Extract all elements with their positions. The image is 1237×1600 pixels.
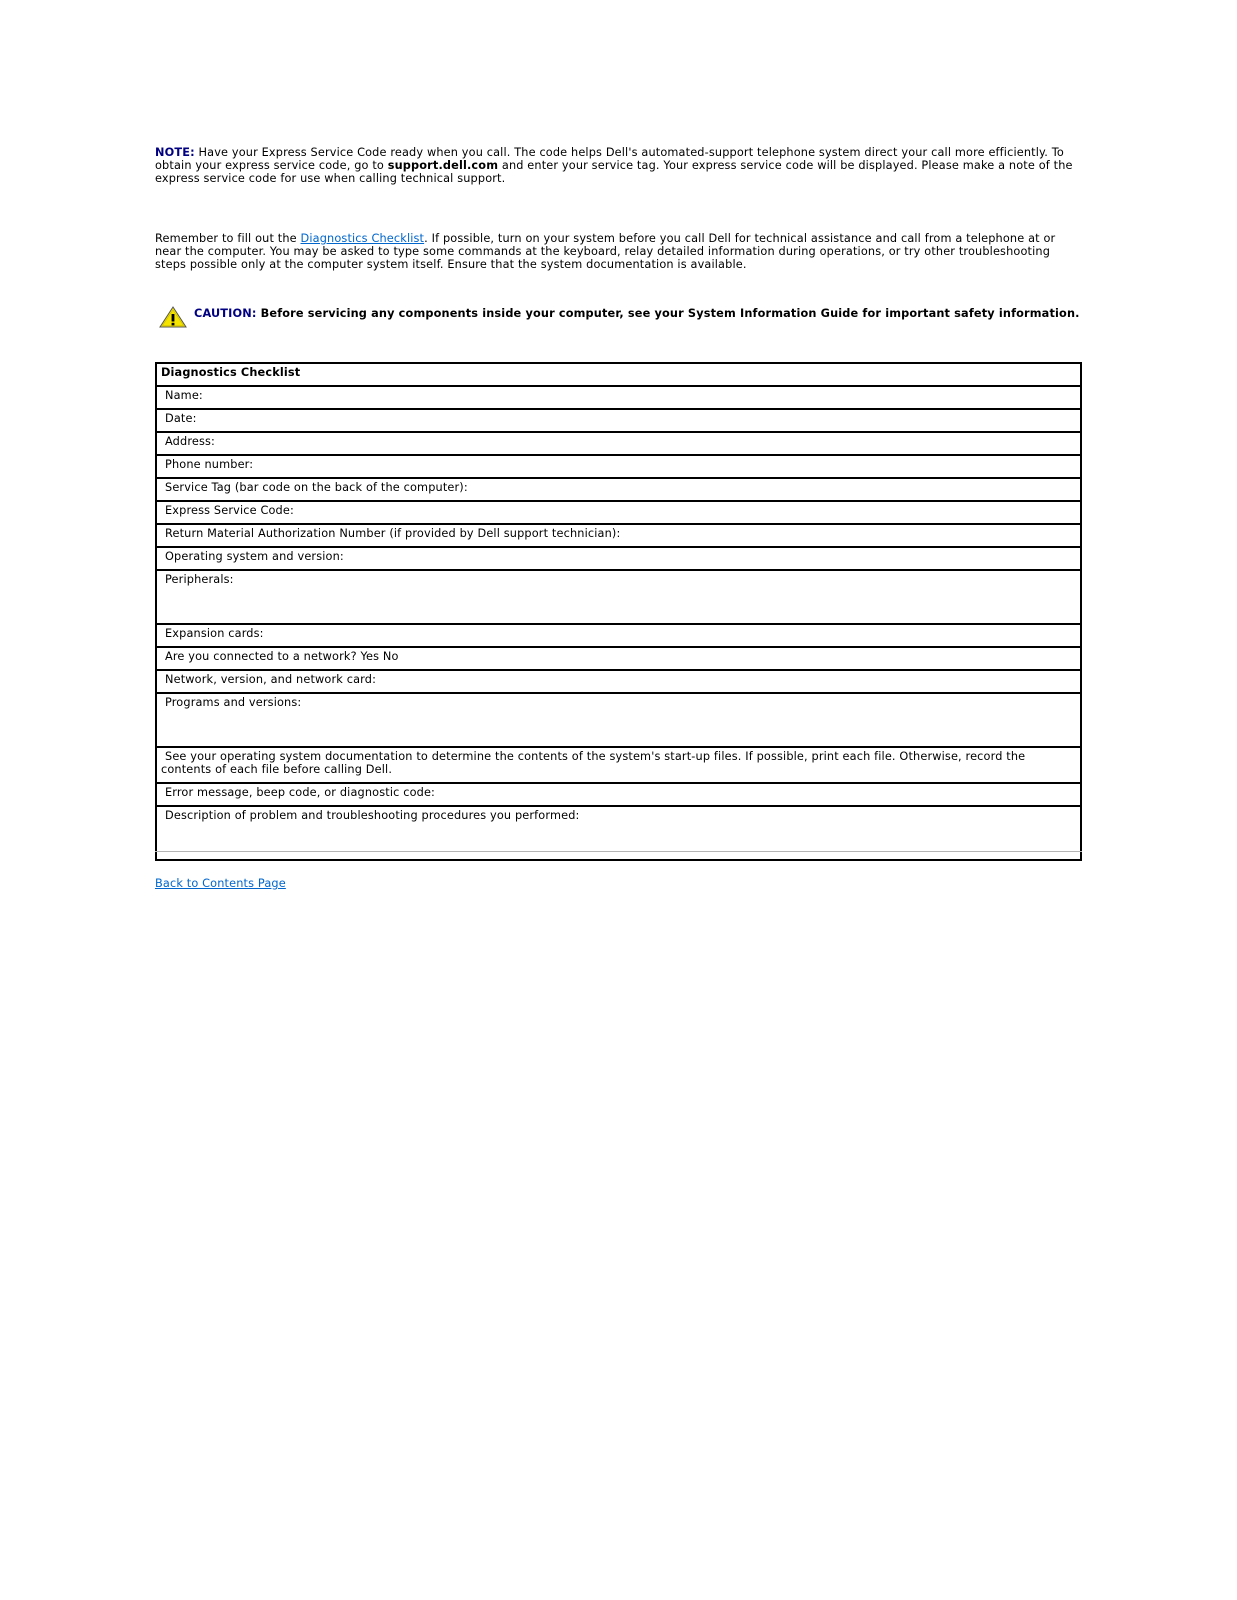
table-row (156, 547, 1081, 570)
table-row (156, 455, 1081, 478)
table-row (156, 432, 1081, 455)
checklist-title: Diagnostics Checklist (156, 363, 1081, 386)
note-text-2: and enter your service tag. Your express service code will be displayed. Please make a note of the express service code for use when calling technical support. (155, 159, 1073, 185)
checklist-network-question: Are you connected to a network? Yes No (156, 647, 1081, 670)
diagnostics-checklist-table (155, 362, 1082, 861)
checklist-address-field: Address: (156, 432, 1081, 455)
checklist-rma-field: Return Material Authorization Number (if provided by Dell support technician): (156, 524, 1081, 547)
checklist-express-code-field: Express Service Code: (156, 501, 1081, 524)
checklist-service-tag-field: Service Tag (bar code on the back of the computer): (156, 478, 1081, 501)
table-row (156, 624, 1081, 647)
divider (155, 851, 1082, 852)
caution-message: Before servicing any components inside your computer, see your System Information Guide for important safety information. (256, 307, 1080, 320)
caution-label: CAUTION: (194, 307, 257, 320)
table-row (156, 409, 1081, 432)
note-paragraph (155, 146, 1082, 185)
diagnostics-checklist-link[interactable]: Diagnostics Checklist (300, 232, 425, 245)
checklist-expansion-cards-field: Expansion cards: (156, 624, 1081, 647)
checklist-startup-files-note: See your operating system documentation to determine the contents of the system's start-up files. If possible, print each file. Otherwise, record the contents of each file before calling Dell. (156, 747, 1081, 783)
remember-text-2: . If possible, turn on your system before you call Dell for technical assistance and call from a telephone at or near the computer. You may be asked to type some commands at the keyboard, relay detailed information during operations, or try other troubleshooting steps possible only at the computer system itself. Ensure that the system documentation is available. (155, 232, 1056, 271)
table-row (156, 670, 1081, 693)
table-row (156, 693, 1081, 747)
checklist-os-field: Operating system and version: (156, 547, 1081, 570)
checklist-phone-field: Phone number: (156, 455, 1081, 478)
checklist-programs-field: Programs and versions: (156, 693, 1081, 747)
remember-paragraph (155, 232, 1082, 271)
remember-text-1: Remember to fill out the (155, 232, 301, 245)
warning-triangle-icon (159, 306, 187, 328)
table-row (156, 747, 1081, 783)
note-text-1: Have your Express Service Code ready when you call. The code helps Dell's automated-support telephone system direct your call more efficiently. To obtain your express service code, go to (155, 146, 1064, 172)
table-row (156, 363, 1081, 386)
checklist-peripherals-field: Peripherals: (156, 570, 1081, 624)
checklist-error-message-field: Error message, beep code, or diagnostic code: (156, 783, 1081, 806)
table-row (156, 647, 1081, 670)
table-row (156, 478, 1081, 501)
checklist-network-card-field: Network, version, and network card: (156, 670, 1081, 693)
table-row (156, 501, 1081, 524)
caution-notice (159, 304, 1079, 328)
table-row (156, 386, 1081, 409)
table-row (156, 570, 1081, 624)
back-to-contents-link[interactable]: Back to Contents Page (155, 877, 286, 890)
checklist-date-field: Date: (156, 409, 1081, 432)
table-row (156, 524, 1081, 547)
note-label: NOTE: (155, 146, 195, 159)
caution-text (194, 307, 1080, 320)
support-site-text: support.dell.com (387, 159, 499, 172)
table-row (156, 783, 1081, 806)
checklist-problem-description-field: Description of problem and troubleshooting procedures you performed: (156, 806, 1081, 860)
checklist-name-field: Name: (156, 386, 1081, 409)
